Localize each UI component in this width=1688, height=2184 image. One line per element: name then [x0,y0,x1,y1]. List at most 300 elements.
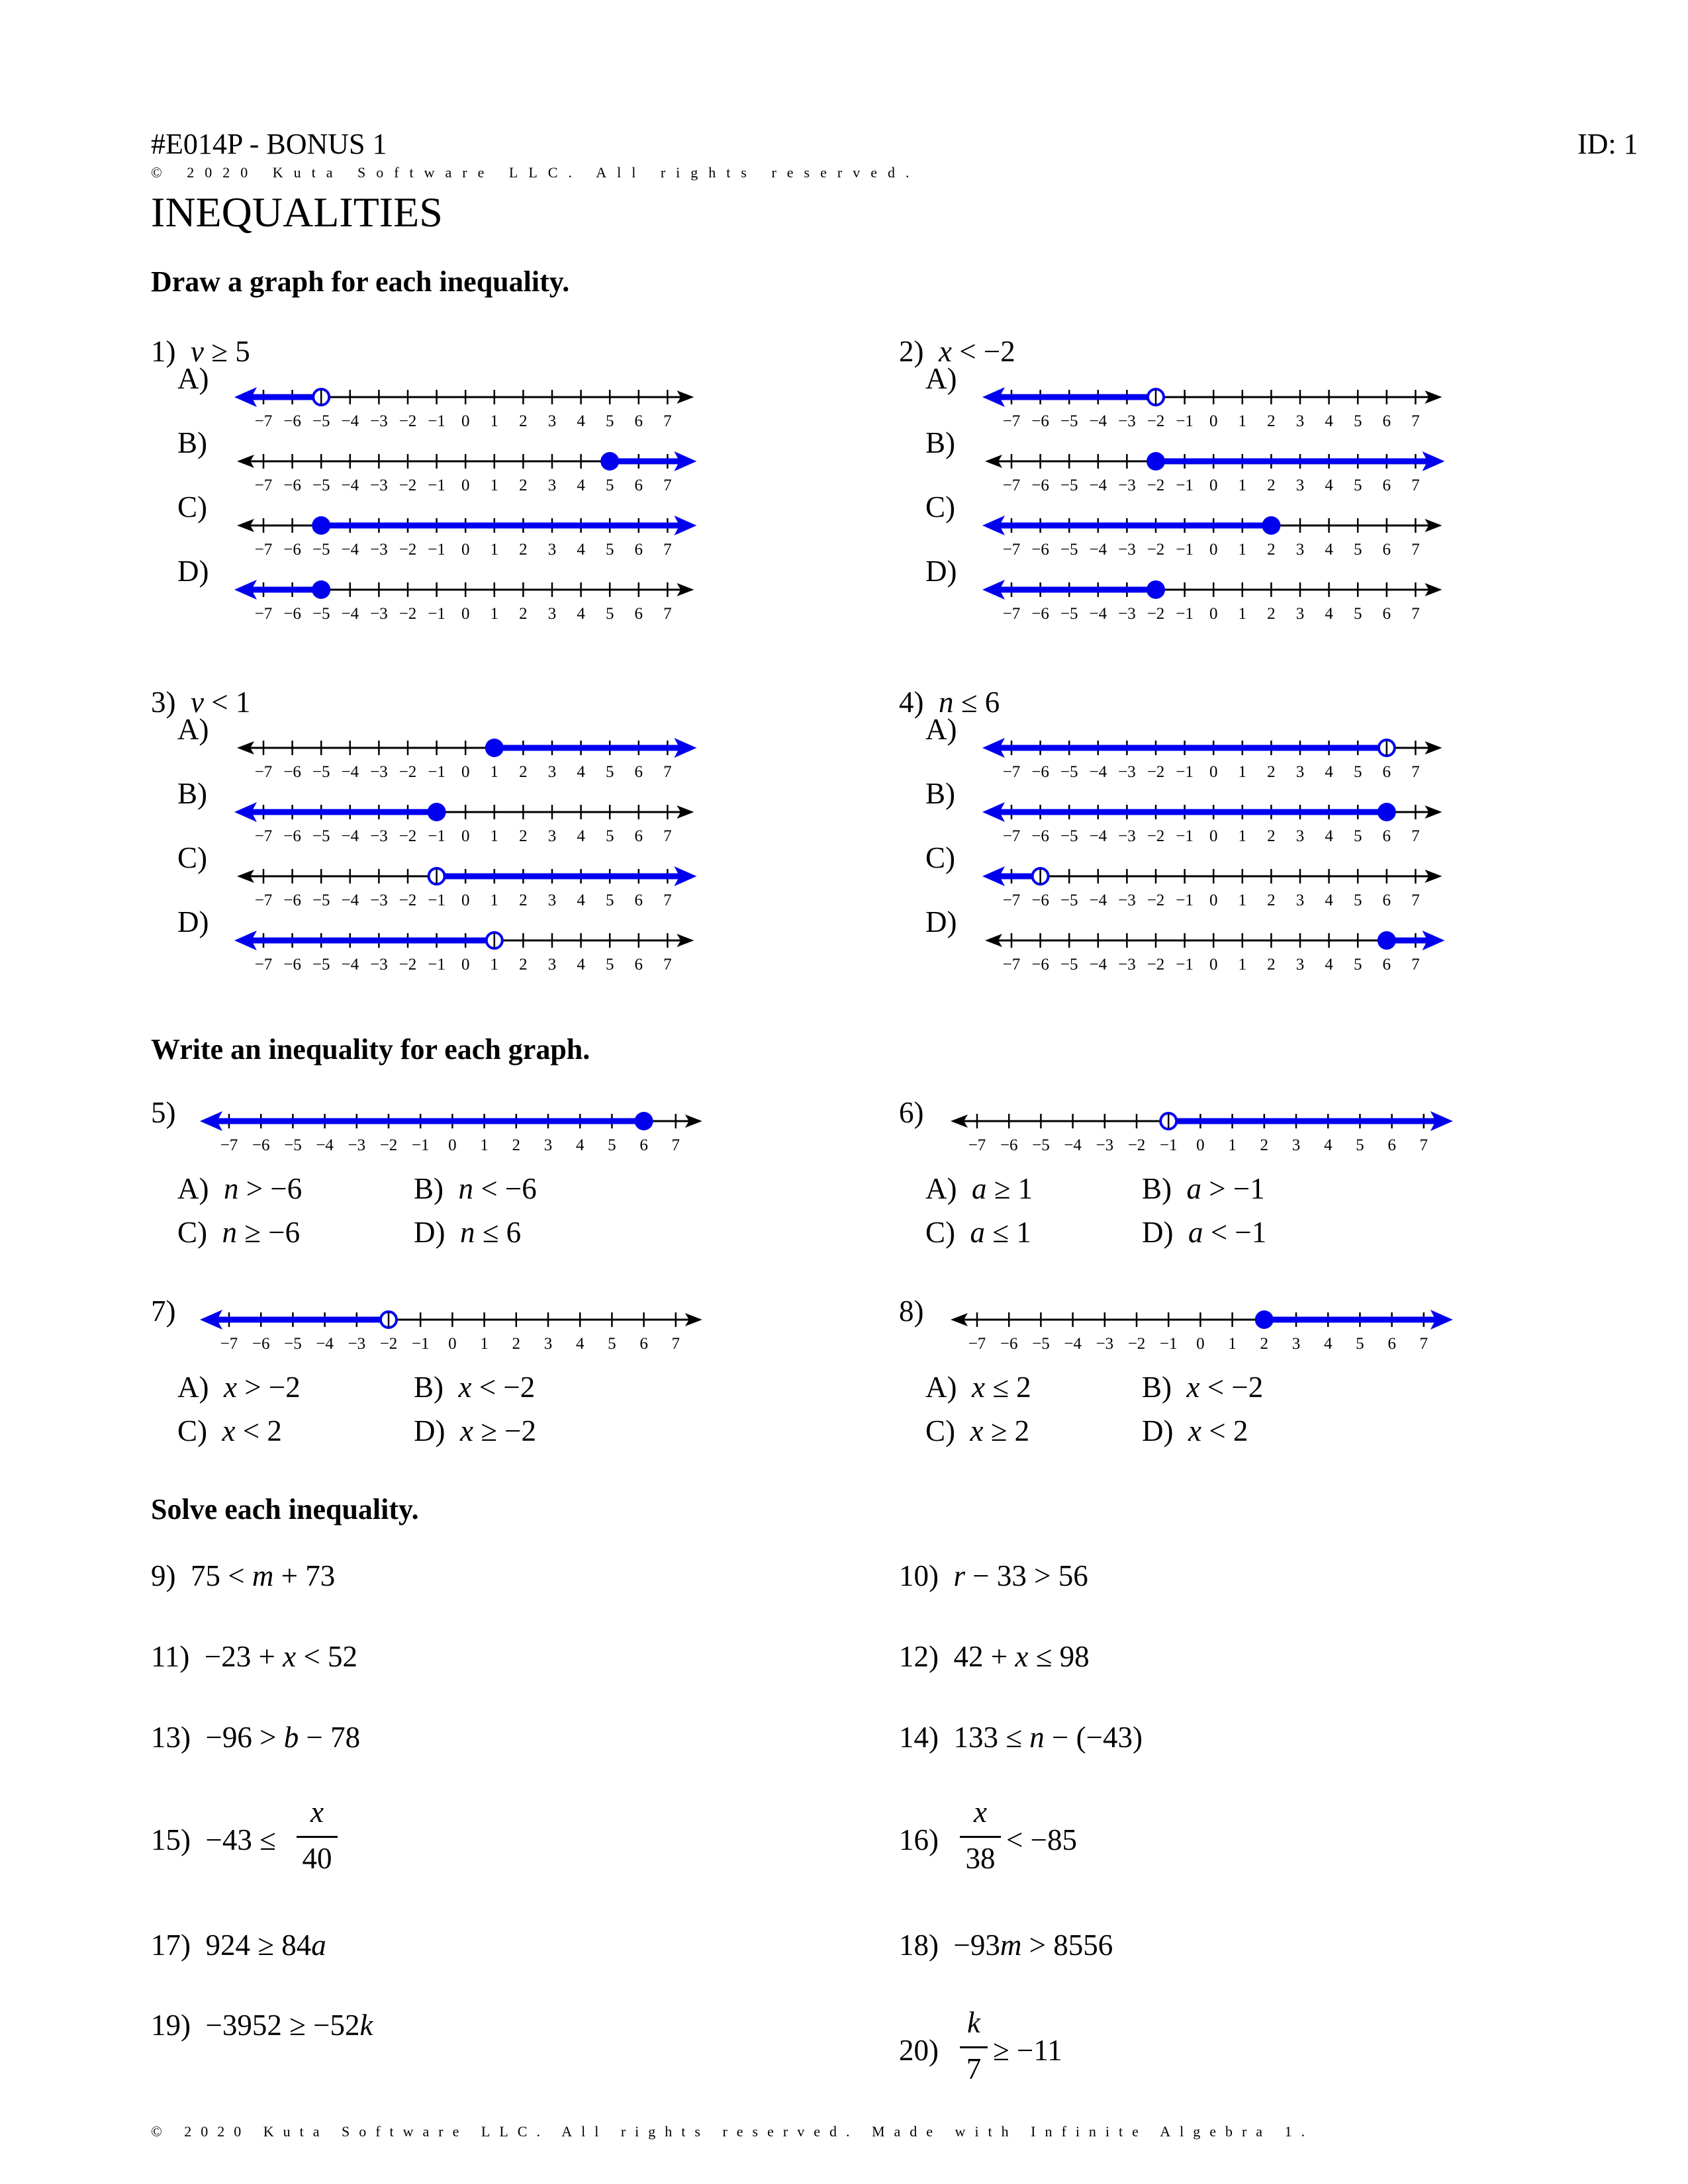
value: 6 [984,686,1000,719]
right-arrow-icon [677,583,694,596]
tick-label: 3 [543,1335,553,1353]
tick-label: 4 [577,477,585,494]
tick-label: −6 [1031,541,1049,559]
left-arrow-icon [203,1115,220,1128]
answer-choice[interactable] [177,1215,300,1250]
left-arrow-icon [237,870,254,883]
tick-label: 7 [663,477,672,494]
variable: r [953,1559,966,1592]
expr-post: − 78 [299,1721,361,1754]
tick-label: −6 [283,605,301,623]
tick-label: 3 [1291,1335,1301,1353]
option-label[interactable]: D) [925,555,957,588]
choice-relation: < 2 [235,1414,282,1447]
shaded-arrow-icon [1430,1111,1453,1131]
tick-label: −6 [1031,477,1049,494]
left-arrow-icon [237,583,254,596]
tick-label: −2 [1147,541,1165,559]
expr-pre: −96 > [205,1721,284,1754]
tick-label: 7 [663,891,672,909]
tick-label: 2 [512,1335,521,1353]
answer-choice[interactable] [414,1370,535,1404]
tick-label: 3 [547,541,557,559]
tick-label: 0 [448,1136,457,1154]
tick-label: 7 [1419,1136,1429,1154]
tick-label: −3 [370,891,388,909]
tick-label: −3 [370,827,388,845]
right-arrow-icon [1425,870,1442,883]
option-label[interactable]: D) [177,555,209,588]
tick-label: −2 [399,412,417,430]
variable: n [1029,1721,1045,1754]
choice-label: A) [177,1172,224,1205]
tick-label: 6 [634,605,643,623]
left-arrow-icon [237,455,254,468]
tick-label: 5 [1353,763,1362,781]
left-arrow-icon [237,934,254,947]
choice-variable: a [970,1216,985,1249]
tick-label: 0 [1196,1136,1205,1154]
denominator: 40 [302,1842,332,1875]
tick-label: −2 [1147,827,1165,845]
problem-number: 13) [151,1721,191,1754]
answer-choice[interactable] [414,1171,537,1206]
choice-relation: ≥ 2 [983,1414,1030,1447]
tick-label: 1 [1228,1335,1237,1353]
expr-pre: 133 ≤ [953,1721,1030,1754]
relation: ≥ [211,335,228,368]
problem-number: 3) [151,686,176,719]
option-label[interactable]: A) [925,362,957,395]
tick-label: −3 [370,541,388,559]
left-arrow-icon [237,805,254,819]
shaded-arrow-icon [674,451,696,471]
answer-choice[interactable] [1142,1171,1265,1206]
option-label[interactable]: A) [925,713,957,746]
tick-label: 0 [1209,477,1218,494]
tick-label: 7 [663,412,672,430]
left-arrow-icon [237,390,254,404]
tick-label: 1 [490,412,499,430]
denominator: 38 [965,1842,996,1875]
answer-choice[interactable] [414,1215,521,1250]
tick-label: −7 [1002,763,1021,781]
tick-label: −5 [1060,477,1078,494]
tick-label: 2 [1267,412,1276,430]
option-label[interactable]: D) [177,905,209,938]
tick-label: −4 [341,763,359,781]
tick-label: −3 [1118,412,1136,430]
tick-label: −7 [1002,412,1021,430]
tick-label: 3 [547,827,557,845]
tick-label: 7 [1419,1335,1429,1353]
tick-label: −6 [1031,412,1049,430]
tick-label: 2 [1267,956,1276,974]
problem-number: 14) [899,1721,939,1754]
tick-label: −7 [254,763,273,781]
tick-label: 0 [1209,956,1218,974]
variable: a [311,1929,326,1962]
tick-label: −1 [1176,412,1194,430]
tick-label: −2 [399,956,417,974]
tick-label: 5 [1353,412,1362,430]
variable: v [191,335,204,368]
expr-pre: −93 [953,1929,1000,1962]
value: 5 [235,335,250,368]
fraction-bar [960,1836,1001,1838]
tick-label: −1 [1176,891,1194,909]
tick-label: −3 [370,412,388,430]
closed-endpoint [1255,1310,1274,1329]
tick-label: 3 [547,763,557,781]
tick-label: 1 [1238,956,1247,974]
tick-label: 5 [605,541,614,559]
copyright-notice: © 2020 Kuta Software LLC. All rights reserved. [151,164,920,181]
tick-label: 7 [1411,605,1420,623]
tick-label: 3 [543,1136,553,1154]
tick-label: −4 [1089,412,1107,430]
option-label[interactable]: C) [177,841,207,874]
tick-label: −4 [1089,477,1107,494]
choice-label: A) [925,1371,972,1404]
answer-choice[interactable] [925,1414,1029,1448]
tick-label: −1 [428,605,445,623]
expr-post: ≤ 98 [1028,1640,1090,1673]
choice-variable: x [970,1414,984,1447]
answer-choice[interactable] [1142,1215,1266,1250]
shaded-arrow-icon [982,580,1005,600]
tick-label: 1 [1238,477,1247,494]
shaded-arrow-icon [1430,1310,1453,1330]
answer-choice[interactable] [177,1171,302,1206]
tick-label: −2 [399,763,417,781]
tick-label: −4 [1064,1136,1082,1154]
tick-label: −5 [1032,1136,1050,1154]
variable: x [939,335,952,368]
problem-11 [151,1639,357,1674]
choice-relation: ≥ −6 [237,1216,301,1249]
shaded-arrow-icon [982,387,1005,407]
tick-label: 0 [1209,605,1218,623]
value: 1 [235,686,251,719]
section-heading-solve: Solve each inequality. [151,1493,419,1525]
left-arrow-icon [985,805,1002,819]
tick-label: 4 [577,891,585,909]
problem-9 [151,1559,335,1593]
tick-label: 6 [1382,827,1391,845]
option-label[interactable]: B) [177,777,207,810]
answer-choice[interactable] [1142,1414,1248,1448]
tick-label: −6 [1031,891,1049,909]
choice-variable: a [1188,1216,1203,1249]
tick-label: 2 [1267,541,1276,559]
left-arrow-icon [985,934,1002,947]
tick-label: −7 [254,477,273,494]
tick-label: −2 [1147,763,1165,781]
option-label[interactable]: B) [925,777,955,810]
tick-label: −4 [341,605,359,623]
expr-post: − 33 > 56 [965,1559,1088,1592]
right-arrow-icon [1425,805,1442,819]
tick-label: 4 [577,605,585,623]
tick-label: −3 [1118,763,1136,781]
tick-label: 4 [1325,412,1333,430]
tick-label: −1 [428,956,445,974]
closed-endpoint [635,1112,653,1130]
tick-label: 6 [1382,605,1391,623]
choice-variable: n [459,1216,475,1249]
tick-label: −1 [1176,827,1194,845]
choice-variable: a [1186,1172,1201,1205]
choice-variable: n [223,1172,239,1205]
problem-17 [151,1928,326,1962]
shaded-arrow-icon [234,580,257,600]
problem-number: 16) [899,1823,939,1856]
tick-label: −3 [1118,477,1136,494]
answer-choice[interactable] [414,1414,536,1448]
right-arrow-icon [1425,934,1442,947]
option-label[interactable]: C) [925,490,955,523]
tick-label: −7 [968,1335,986,1353]
choice-variable: a [971,1172,987,1205]
tick-label: −4 [316,1136,334,1154]
numerator-var: x [974,1796,987,1829]
tick-label: 3 [1295,541,1305,559]
tick-label: 1 [1238,763,1247,781]
choice-label: C) [925,1414,970,1447]
closed-endpoint [1378,803,1396,821]
tick-label: 6 [1387,1136,1396,1154]
choice-label: D) [414,1216,460,1249]
answer-choice[interactable] [925,1215,1031,1250]
choice-variable: x [222,1414,236,1447]
choice-variable: n [222,1216,237,1249]
problem-number: 1) [151,335,176,368]
closed-endpoint [600,452,619,471]
tick-label: 1 [490,956,499,974]
tick-label: 4 [577,956,585,974]
left-arrow-icon [951,1313,968,1326]
right-arrow-icon [677,741,694,754]
option-label[interactable]: A) [177,362,209,395]
tick-label: 7 [671,1136,680,1154]
tick-label: 1 [1238,412,1247,430]
tick-label: 0 [1209,412,1218,430]
tick-label: 7 [671,1335,680,1353]
tick-label: −1 [428,891,445,909]
tick-label: 4 [1325,605,1333,623]
tick-label: −2 [399,477,417,494]
open-endpoint [487,933,502,948]
tick-label: 5 [605,477,614,494]
choice-label: C) [925,1216,970,1249]
tick-label: −1 [1176,477,1194,494]
open-endpoint [1033,868,1049,884]
tick-label: −6 [1031,763,1049,781]
tick-label: 3 [1295,956,1305,974]
tick-label: 5 [605,412,614,430]
option-label[interactable]: A) [177,713,209,746]
relation: < [211,686,228,719]
left-arrow-icon [985,390,1002,404]
answer-choice[interactable] [1142,1370,1263,1404]
tick-label: −1 [428,477,445,494]
right-arrow-icon [685,1115,702,1128]
shaded-arrow-icon [1422,931,1444,950]
problem-number: 20) [899,2034,939,2067]
tick-label: −4 [1089,891,1107,909]
tick-label: −6 [283,412,301,430]
answer-choice[interactable] [177,1414,282,1448]
tick-label: 4 [577,827,585,845]
tick-label: −5 [1060,763,1078,781]
tick-label: −5 [1060,956,1078,974]
tick-label: 4 [1325,541,1333,559]
variable: k [359,2009,373,2042]
tick-label: 0 [461,956,470,974]
answer-choice[interactable] [177,1370,301,1404]
tick-label: −6 [1000,1136,1018,1154]
tick-label: −5 [312,477,330,494]
tick-label: 3 [1295,891,1305,909]
tick-label: 5 [1356,1136,1364,1154]
tick-label: −1 [428,541,445,559]
tick-label: −2 [379,1136,398,1154]
tick-label: 7 [663,605,672,623]
variable: x [1015,1640,1029,1673]
tick-label: 4 [1323,1136,1333,1154]
tick-label: 1 [1238,605,1247,623]
tick-label: −2 [1127,1335,1146,1353]
expr-pre: −3952 ≥ −52 [205,2009,360,2042]
tick-label: 7 [663,827,672,845]
tick-label: −7 [1002,541,1021,559]
tick-label: 0 [1209,891,1218,909]
shaded-arrow-icon [200,1111,222,1131]
tick-label: 2 [519,827,528,845]
tick-label: 2 [1267,827,1276,845]
choice-variable: x [223,1371,237,1404]
tick-label: 6 [634,763,643,781]
problem-number: 9) [151,1559,176,1592]
closed-endpoint [1147,452,1165,471]
tick-label: 1 [490,605,499,623]
problem-number: 12) [899,1640,939,1673]
tick-label: 6 [1382,763,1391,781]
tick-label: −2 [399,827,417,845]
tick-label: −4 [1089,827,1107,845]
problem-number: 4) [899,686,924,719]
tick-label: −1 [1159,1136,1178,1154]
tick-label: 6 [634,891,643,909]
tick-label: 0 [461,827,470,845]
tick-label: −7 [254,956,273,974]
problem-10 [899,1559,1088,1593]
numerator-var: k [967,2006,980,2039]
choice-label: D) [1142,1216,1188,1249]
tick-label: 6 [639,1136,648,1154]
tick-label: −4 [1064,1335,1082,1353]
footer-copyright: © 2020 Kuta Software LLC. All rights reserved. Made with Infinite Algebra 1. [151,2123,1315,2140]
choice-label: B) [414,1172,459,1205]
expr-post: < 52 [296,1640,357,1673]
tick-label: 1 [1238,827,1247,845]
right-arrow-icon [677,934,694,947]
tick-label: −1 [1176,605,1194,623]
tick-label: 2 [1267,477,1276,494]
choice-relation: ≤ 6 [475,1216,522,1249]
tick-label: 0 [461,605,470,623]
tick-label: 0 [461,891,470,909]
answer-choice[interactable] [925,1370,1031,1404]
tick-label: −2 [1147,412,1165,430]
tick-label: 4 [1325,763,1333,781]
fraction-bar [960,2046,988,2048]
problem-7-number: 7) [151,1295,176,1328]
option-label[interactable]: C) [925,841,955,874]
tick-label: 2 [512,1136,521,1154]
tick-label: −5 [1060,827,1078,845]
relation: < [959,335,976,368]
closed-endpoint [312,516,330,535]
tick-label: 3 [547,956,557,974]
tick-label: 4 [575,1335,585,1353]
shaded-arrow-icon [200,1310,222,1330]
tick-label: −5 [312,763,330,781]
tick-label: −5 [284,1335,302,1353]
tick-label: 5 [608,1335,616,1353]
tick-label: −4 [316,1335,334,1353]
open-endpoint [381,1312,397,1328]
tick-label: −2 [399,605,417,623]
tick-label: 2 [519,763,528,781]
problem-20 [899,2033,939,2068]
tick-label: −1 [428,412,445,430]
option-label[interactable]: D) [925,905,957,938]
numerator [297,1795,338,1829]
problem-number: 15) [151,1823,191,1856]
tick-label: 6 [634,477,643,494]
closed-endpoint [312,580,330,599]
tick-label: −3 [1118,541,1136,559]
tick-label: −5 [1060,412,1078,430]
choice-label: B) [1142,1172,1187,1205]
problem-16 [899,1823,939,1857]
tick-label: −5 [312,541,330,559]
tick-label: −4 [1089,541,1107,559]
left-arrow-icon [237,741,254,754]
option-label[interactable]: B) [925,426,955,459]
tick-label: 7 [663,763,672,781]
tick-label: −3 [1118,827,1136,845]
problem-number: 11) [151,1640,190,1673]
answer-choice[interactable] [925,1171,1033,1206]
option-label[interactable]: C) [177,490,207,523]
choice-variable: x [1188,1414,1201,1447]
tick-label: −7 [1002,605,1021,623]
problem-18 [899,1928,1113,1962]
tick-label: −1 [411,1136,430,1154]
problem-number: 19) [151,2009,191,2042]
choice-label: C) [177,1414,222,1447]
tick-label: −6 [283,763,301,781]
tick-label: −4 [341,891,359,909]
option-label[interactable]: B) [177,426,207,459]
tick-label: 5 [605,956,614,974]
variable: m [1000,1929,1022,1962]
numerator-var: x [310,1796,324,1829]
problem-number: 10) [899,1559,939,1592]
